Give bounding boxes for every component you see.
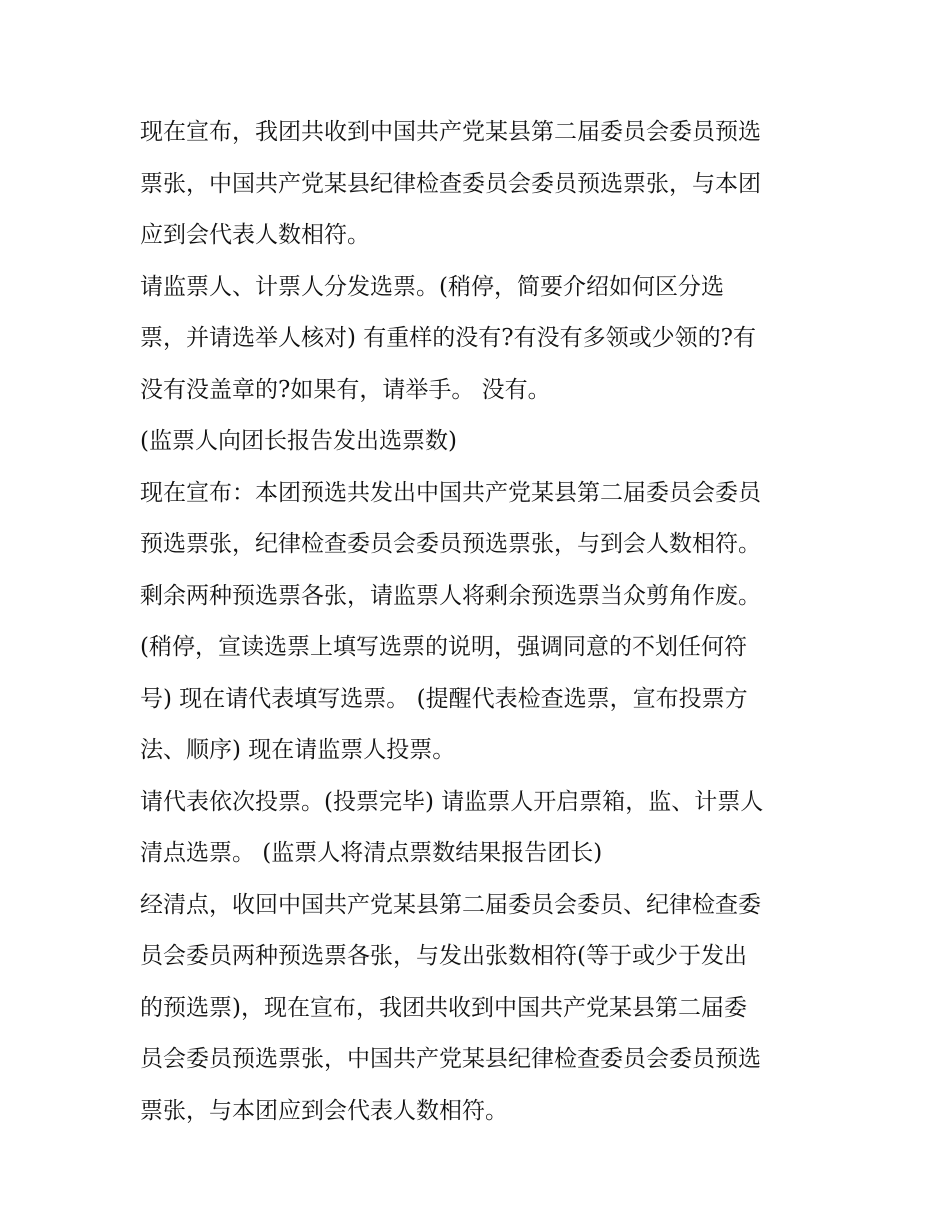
text-line: 的预选票)，现在宣布，我团共收到中国共产党某县第二届委 [140, 994, 747, 1021]
paragraph-ballot-distribution [140, 262, 820, 417]
text-line: 请监票人、计票人分发选票。(稍停，简要介绍如何区分选 [140, 273, 724, 300]
text-line: 应到会代表人数相符。 [140, 222, 370, 248]
text-line: 没有没盖章的?如果有，请举手。 没有。 [140, 376, 551, 403]
paragraph-voting-procedure [140, 777, 820, 880]
paragraph-scrutineer-report [140, 416, 820, 468]
text-line: 现在宣布：本团预选共发出中国共产党某县第二届委员会委员 [140, 479, 761, 506]
text-line: 法、顺序) 现在请监票人投票。 [140, 737, 456, 763]
text-line: (监票人向团长报告发出选票数) [140, 428, 457, 454]
text-line: 票，并请选举人核对) 有重样的没有?有没有多领或少领的?有 [140, 325, 756, 351]
text-line: 经清点，收回中国共产党某县第二届委员会委员、纪律检查委 [140, 891, 761, 918]
text-line: 预选票张，纪律检查委员会委员预选票张，与到会人数相符。 [140, 531, 761, 557]
paragraph-ballots-issued-announcement [140, 468, 820, 777]
document-body [140, 107, 820, 1137]
paragraph-vote-receipt-announcement [140, 107, 820, 262]
text-line: 现在宣布，我团共收到中国共产党某县第二届委员会委员预选 [140, 119, 761, 145]
text-line: 员会委员两种预选票各张，与发出张数相符(等于或少于发出 [140, 943, 747, 969]
text-line: 剩余两种预选票各张，请监票人将剩余预选票当众剪角作废。 [140, 582, 761, 609]
text-line: (稍停，宣读选票上填写选票的说明，强调同意的不划任何符 [140, 634, 747, 660]
text-line: 员会委员预选票张，中国共产党某县纪律检查委员会委员预选 [140, 1046, 761, 1072]
text-line: 清点选票。 (监票人将清点票数结果报告团长) [140, 840, 603, 866]
text-line: 票张，中国共产党某县纪律检查委员会委员预选票张，与本团 [140, 170, 761, 197]
text-line: 请代表依次投票。(投票完毕) 请监票人开启票箱，监、计票人 [140, 788, 764, 815]
text-line: 票张，与本团应到会代表人数相符。 [140, 1097, 508, 1124]
text-line: 号) 现在请代表填写选票。 (提醒代表检查选票，宣布投票方 [140, 685, 748, 712]
paragraph-count-result-announcement [140, 880, 820, 1138]
